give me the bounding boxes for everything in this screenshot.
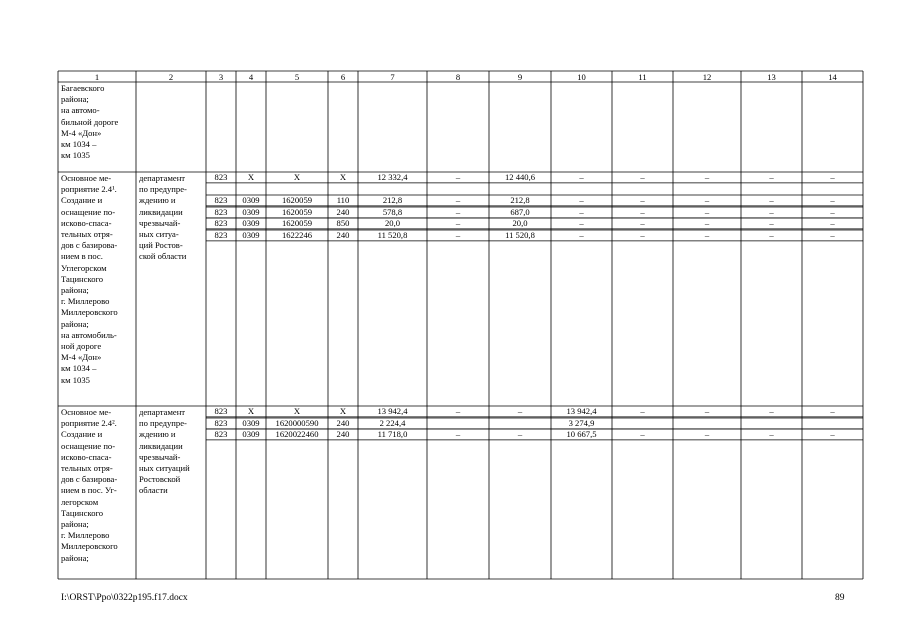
footer-file-path: I:\ORST\Ppo\0322p195.f17.docx [61, 593, 188, 603]
continuation-text: Багаевского района; на автомо- бильной дороге М-4 «Дон» км 1034 – км 1035 [61, 83, 119, 161]
activity-description: Основное ме- роприятие 2.4². Создание и оснащение по- исково-спаса- тельных отря- дов с базирова- нием в пос. Уг- легорском Тацинского района; г. Миллерово Миллеровского района; [61, 407, 118, 563]
table-cell: X [293, 406, 301, 417]
table-cell: 1620059 [281, 218, 313, 229]
column-header: 5 [294, 71, 300, 82]
column-header: 4 [248, 71, 254, 82]
table-cell: 3 274,9 [568, 418, 595, 429]
table-cell: – [455, 406, 461, 417]
table-cell: – [455, 207, 461, 218]
table-cell: 13 942,4 [377, 406, 408, 417]
table-cell: – [830, 218, 835, 229]
table-cell: – [769, 429, 774, 440]
table-cell: – [640, 406, 645, 417]
table-cell: 0309 [242, 418, 260, 429]
executor-name: департамент по предупре- ждению и ликвидации чрезвычай- ных ситуаций Ростовской области [139, 407, 190, 496]
table-cell: – [830, 406, 835, 417]
table-cell: X [247, 406, 255, 417]
table-cell: 823 [214, 218, 228, 229]
column-header: 2 [168, 71, 174, 82]
column-header: 12 [702, 71, 712, 82]
table-cell: – [830, 230, 835, 241]
table-cell: 12 440,6 [504, 172, 536, 183]
table-cell: 240 [336, 230, 350, 241]
table-cell: – [579, 172, 584, 183]
table-cell: – [769, 406, 774, 417]
table-cell: – [640, 429, 645, 440]
column-header: 14 [828, 71, 837, 82]
table-cell: – [830, 429, 835, 440]
table-cell: 1620059 [281, 195, 313, 206]
table-cell: 10 667,5 [566, 429, 597, 440]
table-cell: – [830, 207, 835, 218]
table-cell: X [339, 172, 347, 183]
column-header: 6 [340, 71, 346, 82]
table-cell: 823 [214, 207, 228, 218]
table-cell: – [704, 218, 710, 229]
executor-name: департамент по предупре- ждению и ликвидации чрезвычай- ных ситуа- ций Ростов- ской области [139, 173, 187, 262]
table-cell: – [769, 207, 774, 218]
table-cell: 11 520,8 [377, 230, 408, 241]
table-cell: 687,0 [510, 207, 530, 218]
table-cell: 0309 [242, 230, 260, 241]
table-cell: 212,8 [382, 195, 403, 206]
table-cell: – [640, 218, 645, 229]
table-cell: – [769, 172, 774, 183]
table-cell: – [579, 230, 584, 241]
table-cell: – [704, 207, 710, 218]
activity-description: Основное ме- роприятие 2.4¹. Создание и оснащение по- исково-спаса- тельных отря- дов с базирова- нием в пос. Углегорском Тацинского района; г. Миллерово Миллеровского района; на автомобиль- ной дороге М-4 «Дон» км 1034 – км 1035 [61, 173, 118, 385]
table-cell: 11 520,8 [505, 230, 535, 241]
table-cell: 11 718,0 [377, 429, 408, 440]
table-cell: – [579, 218, 584, 229]
table-cell: 823 [214, 230, 228, 241]
table-cell: – [704, 195, 710, 206]
table-cell: 0309 [242, 207, 260, 218]
table-cell: – [455, 429, 461, 440]
table-cell: 12 332,4 [377, 172, 408, 183]
table-cell: 20,0 [512, 218, 528, 229]
table-cell: – [704, 406, 710, 417]
column-header: 1 [94, 71, 100, 82]
table-cell: – [517, 406, 523, 417]
table-cell: 823 [214, 418, 228, 429]
table-cell: – [455, 195, 461, 206]
table-cell: 823 [214, 429, 228, 440]
table-cell: – [640, 195, 645, 206]
table-cell: – [640, 207, 645, 218]
table-cell: 212,8 [510, 195, 530, 206]
table-cell: X [339, 406, 347, 417]
table-cell: 240 [336, 207, 350, 218]
column-header: 11 [638, 71, 647, 82]
table-cell: – [455, 172, 461, 183]
table-cell: 13 942,4 [566, 406, 597, 417]
table-cell: 1620000590 [275, 418, 319, 429]
table-cell: 240 [336, 429, 350, 440]
table-cell: 823 [214, 195, 228, 206]
column-header: 3 [218, 71, 224, 82]
table-cell: 823 [214, 172, 228, 183]
table-cell: – [769, 230, 774, 241]
table-cell: 823 [214, 406, 228, 417]
column-header: 10 [577, 71, 586, 82]
table-cell: X [293, 172, 301, 183]
table-cell: 850 [336, 218, 350, 229]
column-header: 7 [390, 71, 395, 82]
table-cell: – [769, 195, 774, 206]
table-cell: – [704, 429, 710, 440]
column-header: 13 [767, 71, 776, 82]
table-cell: – [769, 218, 774, 229]
table-cell: 578,8 [382, 207, 403, 218]
table-cell: – [704, 172, 710, 183]
table-cell: 0309 [242, 218, 260, 229]
table-cell: – [640, 172, 645, 183]
table-cell: 1622246 [281, 230, 313, 241]
table-cell: – [640, 230, 645, 241]
table-cell: – [830, 195, 835, 206]
table-cell: – [704, 230, 710, 241]
table-cell: – [455, 230, 461, 241]
table-cell: 1620059 [281, 207, 313, 218]
table-cell: – [830, 172, 835, 183]
table-cell: X [247, 172, 255, 183]
table-cell: – [455, 218, 461, 229]
table-cell: – [579, 195, 584, 206]
table-cell: 110 [336, 195, 350, 206]
table-cell: 2 224,4 [379, 418, 406, 429]
table-cell: – [517, 429, 523, 440]
table-cell: 1620022460 [275, 429, 319, 440]
page-number: 89 [835, 593, 845, 603]
table-cell: – [579, 207, 584, 218]
column-header: 8 [455, 71, 461, 82]
table-cell: 0309 [242, 195, 260, 206]
table-cell: 240 [336, 418, 350, 429]
table-cell: 20,0 [384, 218, 401, 229]
table-cell: 0309 [242, 429, 260, 440]
column-header: 9 [517, 71, 523, 82]
